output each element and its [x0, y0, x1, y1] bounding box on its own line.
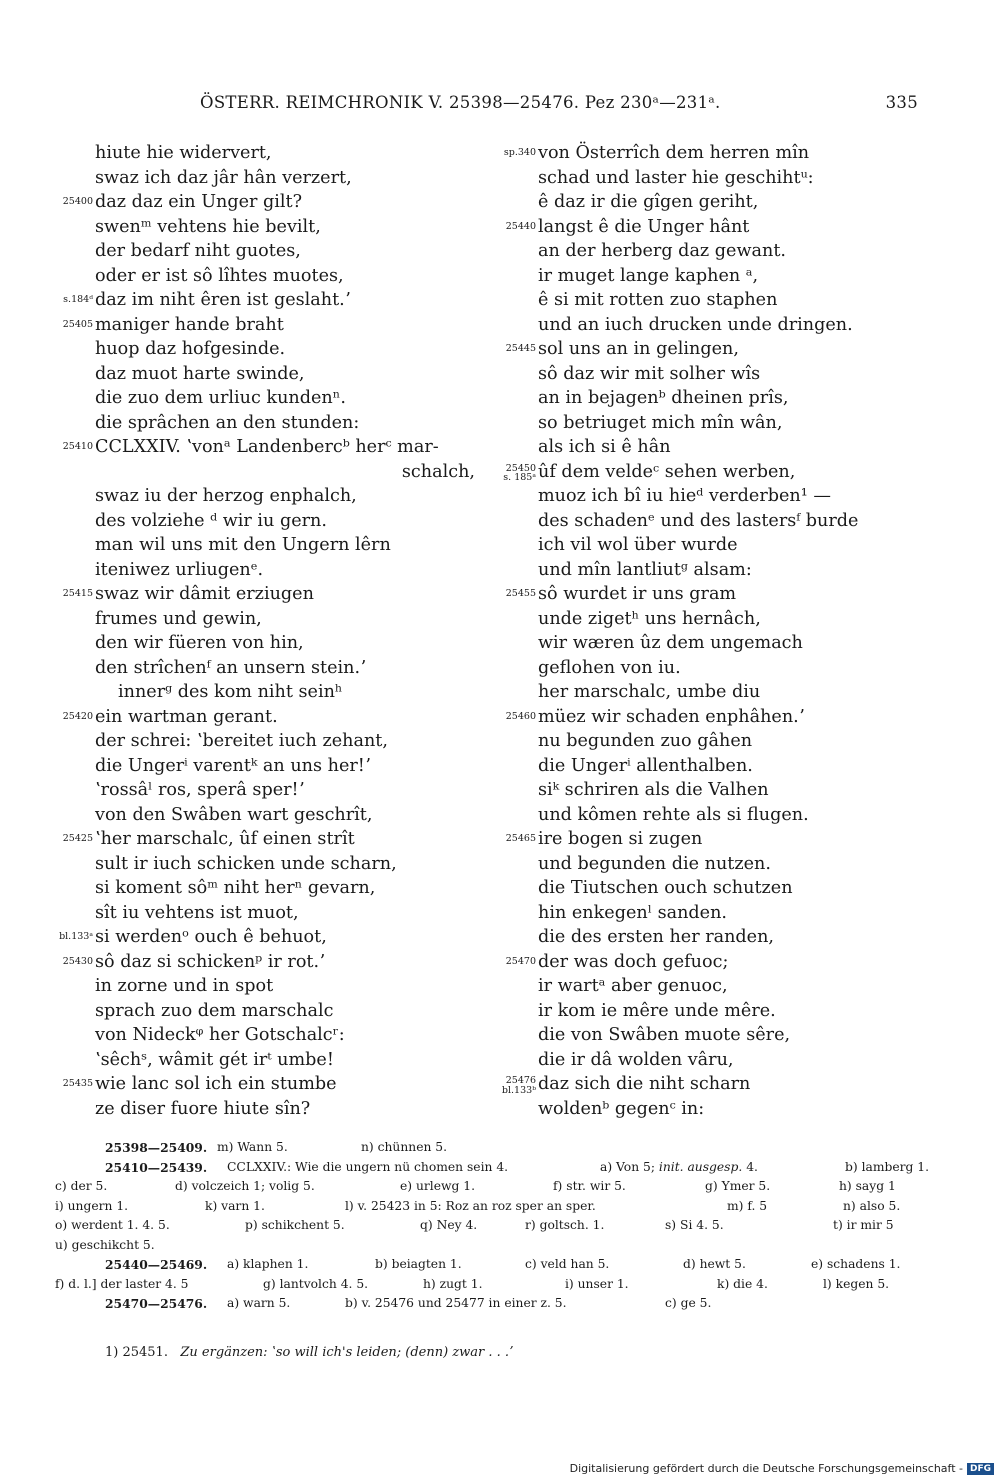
verse-line	[0, 754, 485, 779]
verse-line	[0, 925, 485, 950]
line-number: 25425	[62, 833, 93, 844]
critical-apparatus	[55, 1138, 930, 1314]
apparatus-note: c) ge 5.	[665, 1296, 712, 1310]
verse-text: den strîchenᶠ an unsern stein.ʼ	[95, 657, 366, 678]
verse-column-left	[0, 141, 485, 1121]
verse-text: sô wurdet ir uns gram	[538, 584, 737, 604]
line-number: 25450 s. 185ᵃ	[503, 462, 536, 483]
verse-line	[0, 1023, 485, 1048]
verse-line	[0, 1048, 485, 1073]
apparatus-note: init. ausgesp.	[658, 1159, 743, 1174]
apparatus-line	[55, 1294, 925, 1314]
verse-line	[488, 729, 993, 754]
verse-text: der bedarf niht guotes,	[95, 241, 301, 261]
verse-text: frumes und gewin,	[95, 608, 262, 629]
apparatus-note: p) schikchent 5.	[245, 1218, 345, 1232]
apparatus-note: h) sayg 1	[839, 1179, 896, 1193]
verse-text: sô daz si schickenᵖ ir rot.ʼ	[95, 951, 325, 972]
line-number: 25420	[62, 710, 93, 722]
verse-text: hin enkegenˡ sanden.	[538, 902, 728, 923]
verse-line	[0, 288, 485, 313]
dfg-logo-icon: DFG	[967, 1463, 994, 1475]
verse-line	[488, 607, 993, 632]
verse-text: ê si mit rotten zuo staphen	[538, 290, 778, 310]
verse-line	[0, 460, 485, 485]
verse-text: swaz ich daz jâr hân verzert,	[95, 167, 352, 188]
verse-line	[0, 705, 485, 730]
verse-line	[0, 215, 485, 240]
verse-line	[488, 558, 993, 583]
verse-text: innerᵍ des kom niht seinʰ	[118, 682, 343, 702]
verse-text: unde zigetʰ uns hernâch,	[538, 608, 761, 629]
verse-line	[0, 680, 485, 705]
apparatus-note: m) Wann 5.	[217, 1140, 288, 1154]
apparatus-note: a) warn 5.	[227, 1296, 291, 1310]
verse-line	[0, 778, 485, 803]
verse-text: daz sich die niht scharn	[538, 1074, 751, 1094]
verse-line	[0, 484, 485, 509]
apparatus-note: n) also 5.	[843, 1198, 901, 1213]
verse-line	[0, 533, 485, 558]
line-number: 25455	[505, 588, 536, 599]
verse-text: daz im niht êren ist geslaht.ʼ	[95, 290, 351, 310]
verse-text: nu begunden zuo gâhen	[538, 731, 753, 751]
apparatus-note: n) chünnen 5.	[361, 1140, 448, 1154]
footnote-text: Zu ergänzen: ʽso will ich's leiden; (denn) zwar . . .ʼ	[180, 1345, 514, 1360]
line-number: 25460	[505, 710, 536, 722]
verse-text: man wil uns mit den Ungern lêrn	[95, 535, 391, 555]
verse-line	[488, 264, 993, 289]
apparatus-note: d) hewt 5.	[683, 1257, 746, 1271]
verse-text: in zorne und in spot	[95, 976, 274, 996]
digitization-credit	[570, 1462, 994, 1475]
apparatus-note: q) Ney 4.	[420, 1218, 478, 1232]
verse-text: des schadenᵉ und des lastersᶠ burde	[538, 510, 859, 531]
apparatus-note: t) ir mir 5	[833, 1218, 894, 1232]
verse-text: an der herberg daz gewant.	[538, 241, 787, 261]
verse-text: müez wir schaden enphâhen.ʼ	[538, 706, 805, 727]
verse-line	[0, 558, 485, 583]
verse-line	[488, 778, 993, 803]
line-number: sp.340	[503, 147, 536, 158]
apparatus-note: r) goltsch. 1.	[525, 1218, 605, 1232]
verse-line	[0, 803, 485, 828]
verse-line	[0, 582, 485, 607]
verse-text: ich vil wol über wurde	[538, 535, 738, 555]
running-header	[200, 93, 918, 117]
apparatus-note: 4.	[746, 1159, 758, 1174]
line-number: 25465	[505, 833, 536, 844]
apparatus-note: i) unser 1.	[565, 1276, 629, 1291]
verse-text: als ich si ê hân	[538, 437, 671, 457]
apparatus-note: e) schadens 1.	[811, 1257, 901, 1271]
verse-text: muoz ich bî iu hieᵈ verderben¹ —	[538, 486, 831, 506]
verse-text: die ir dâ wolden vâru,	[538, 1049, 734, 1070]
verse-line	[488, 656, 993, 681]
line-number: 25476 bl.133ᵇ	[501, 1075, 536, 1096]
verse-line	[488, 1023, 993, 1048]
verse-line	[0, 631, 485, 656]
line-number: bl.133ᵃ	[59, 931, 93, 942]
verse-text: swaz iu der herzog enphalch,	[95, 486, 357, 506]
apparatus-note: m) f. 5	[727, 1198, 768, 1213]
apparatus-note: l) v. 25423 in 5: Roz an roz sper an sper.	[345, 1198, 596, 1213]
apparatus-line	[55, 1216, 925, 1236]
apparatus-ref: 25440—25469.	[105, 1257, 208, 1272]
verse-line	[0, 974, 485, 999]
verse-text: sol uns an in gelingen,	[538, 339, 739, 359]
verse-text: daz daz ein Unger gilt?	[95, 192, 303, 212]
verse-line	[0, 386, 485, 411]
verse-line	[488, 362, 993, 387]
verse-line	[0, 950, 485, 975]
verse-text: ire bogen si zugen	[538, 829, 703, 849]
verse-line	[0, 337, 485, 362]
verse-line	[488, 1072, 993, 1097]
verse-text: wir wæren ûz dem ungemach	[538, 633, 803, 653]
verse-line	[488, 509, 993, 534]
verse-text: sît iu vehtens ist muot,	[95, 902, 299, 923]
apparatus-note: g) Ymer 5.	[705, 1179, 771, 1193]
line-number: 25400	[62, 196, 93, 207]
verse-text: swaz wir dâmit erziugen	[95, 584, 314, 604]
verse-line	[488, 460, 993, 485]
verse-text: woldenᵇ gegenᶜ in:	[538, 1098, 705, 1119]
apparatus-note: a) klaphen 1.	[227, 1257, 309, 1271]
verse-line	[488, 288, 993, 313]
verse-text: sprach zuo dem marschalc	[95, 1000, 334, 1021]
verse-line	[0, 313, 485, 338]
apparatus-note: e) urlewg 1.	[400, 1179, 476, 1193]
verse-text: die Ungerⁱ varentᵏ an uns her!ʼ	[95, 755, 371, 776]
verse-line	[488, 1048, 993, 1073]
line-number: 25440	[505, 220, 536, 232]
credit-text: Digitalisierung gefördert durch die Deutsche Forschungsgemeinschaft -	[569, 1462, 963, 1475]
apparatus-note: k) varn 1.	[205, 1198, 265, 1213]
apparatus-note: a) Von 5;	[600, 1159, 655, 1174]
verse-line	[0, 435, 485, 460]
verse-text: daz muot harte swinde,	[95, 363, 305, 384]
line-number: 25405	[62, 318, 93, 330]
verse-text: si werdenᵒ ouch ê behuot,	[95, 927, 327, 947]
verse-line	[488, 411, 993, 436]
verse-line	[0, 729, 485, 754]
apparatus-note: k) die 4.	[717, 1276, 768, 1291]
verse-line	[488, 901, 993, 926]
verse-line	[488, 215, 993, 240]
apparatus-note: o) werdent 1. 4. 5.	[55, 1218, 170, 1232]
verse-line	[488, 239, 993, 264]
footnote	[105, 1345, 513, 1360]
apparatus-line	[55, 1236, 925, 1256]
verse-text: schad und laster hie geschihtᵘ:	[538, 167, 814, 188]
verse-line	[0, 827, 485, 852]
verse-text: und kômen rehte als si flugen.	[538, 804, 809, 825]
line-number: 25445	[505, 343, 536, 354]
apparatus-ref: 25470—25476.	[105, 1296, 208, 1311]
verse-text: an in bejagenᵇ dheinen prîs,	[538, 388, 789, 408]
verse-line	[488, 803, 993, 828]
apparatus-note: f) d. l.] der laster 4. 5	[55, 1276, 189, 1291]
verse-text: sult ir iuch schicken unde scharn,	[95, 853, 397, 874]
verse-text: und mîn lantliutᵍ alsam:	[538, 559, 752, 580]
apparatus-note: f) str. wir 5.	[553, 1179, 626, 1193]
apparatus-note: s) Si 4. 5.	[665, 1218, 724, 1232]
verse-line	[0, 607, 485, 632]
verse-text: iteniwez urliugenᵉ.	[95, 559, 264, 580]
apparatus-note: c) veld han 5.	[525, 1257, 610, 1271]
verse-line	[488, 852, 993, 877]
verse-line	[488, 950, 993, 975]
line-number: 25470	[505, 955, 536, 967]
verse-line	[488, 680, 993, 705]
verse-text: von den Swâben wart geschrît,	[95, 804, 373, 825]
apparatus-note: h) zugt 1.	[423, 1276, 483, 1291]
footnote-number: 1) 25451.	[105, 1345, 168, 1360]
apparatus-note: d) volczeich 1; volig 5.	[175, 1179, 315, 1193]
verse-text: si koment sôᵐ niht herⁿ gevarn,	[95, 878, 376, 898]
verse-line	[488, 313, 993, 338]
verse-text: der schrei: ʽbereitet iuch zehant,	[95, 731, 388, 751]
apparatus-ref: 25398—25409.	[105, 1140, 208, 1155]
verse-line	[0, 876, 485, 901]
verse-text: die sprâchen an den stunden:	[95, 412, 360, 433]
verse-line	[488, 631, 993, 656]
verse-line	[488, 582, 993, 607]
verse-text: ê daz ir die gîgen geriht,	[538, 192, 759, 212]
verse-text: ein wartman gerant.	[95, 706, 278, 727]
verse-text: den wir füeren von hin,	[95, 633, 304, 653]
verse-line	[0, 239, 485, 264]
verse-line	[488, 484, 993, 509]
verse-line	[0, 852, 485, 877]
verse-text: swenᵐ vehtens hie bevilt,	[95, 216, 321, 237]
apparatus-note: g) lantvolch 4. 5.	[263, 1276, 369, 1291]
verse-text: geflohen von iu.	[538, 657, 681, 678]
verse-line	[0, 190, 485, 215]
verse-text: schalch,	[401, 461, 475, 482]
verse-text: und begunden die nutzen.	[538, 853, 771, 874]
verse-line	[488, 533, 993, 558]
verse-text: her marschalc, umbe diu	[538, 682, 761, 702]
verse-text: oder er ist sô lîhtes muotes,	[95, 265, 344, 286]
line-number: s.184ᵈ	[63, 294, 93, 305]
verse-text: ʽrossâˡ ros, sperâ sper!ʼ	[95, 780, 305, 800]
line-number: 25410	[62, 441, 93, 452]
apparatus-note: i) ungern 1.	[55, 1198, 129, 1213]
verse-line	[488, 166, 993, 191]
verse-line	[0, 901, 485, 926]
verse-line	[0, 509, 485, 534]
verse-line	[488, 141, 993, 166]
verse-line	[0, 1072, 485, 1097]
verse-text: ʽsêchˢ, wâmit gét irᵗ umbe!	[95, 1049, 334, 1070]
apparatus-note: u) geschikcht 5.	[55, 1237, 155, 1252]
apparatus-note: l) kegen 5.	[823, 1276, 890, 1291]
verse-text: von Nideckᵠ her Gotschalcʳ:	[95, 1025, 345, 1045]
verse-text: CCLXXIV. ʽvonᵃ Landenbercᵇ herᶜ mar-	[95, 437, 439, 457]
verse-text: so betriuget mich mîn wân,	[538, 412, 783, 433]
verse-text: von Österrîch dem herren mîn	[538, 143, 810, 163]
verse-line	[488, 974, 993, 999]
verse-column-right	[488, 141, 993, 1121]
verse-line	[0, 656, 485, 681]
apparatus-ref: 25410—25439.	[105, 1159, 208, 1175]
verse-text: ir kom ie mêre unde mêre.	[538, 1000, 776, 1021]
verse-text: die von Swâben muote sêre,	[538, 1025, 791, 1045]
verse-line	[0, 411, 485, 436]
verse-text: maniger hande braht	[95, 314, 284, 335]
header-title: ÖSTERR. REIMCHRONIK V. 25398—25476. Pez 230ᵃ—231ᵃ.	[200, 93, 721, 112]
verse-line	[0, 166, 485, 191]
apparatus-note: b) beiagten 1.	[375, 1257, 462, 1271]
apparatus-note: b) lamberg 1.	[845, 1159, 930, 1174]
line-number: 25430	[62, 955, 93, 967]
page-number: 335	[885, 93, 918, 112]
verse-line	[0, 999, 485, 1024]
verse-text: langst ê die Unger hânt	[538, 216, 750, 237]
verse-line	[488, 925, 993, 950]
verse-text: ûf dem veldeᶜ sehen werben,	[538, 461, 796, 482]
apparatus-line	[55, 1138, 925, 1158]
apparatus-line	[55, 1275, 925, 1295]
apparatus-line	[55, 1255, 925, 1275]
apparatus-note: c) der 5.	[55, 1179, 108, 1193]
verse-text: und an iuch drucken unde dringen.	[538, 314, 853, 335]
verse-line	[0, 1097, 485, 1122]
line-number: 25415	[62, 588, 93, 599]
verse-text: die Tiutschen ouch schutzen	[538, 878, 793, 898]
verse-text: sô daz wir mit solher wîs	[538, 363, 761, 384]
verse-text: die Ungerⁱ allenthalben.	[538, 755, 753, 776]
verse-text: des volziehe ᵈ wir iu gern.	[95, 510, 327, 531]
verse-text: die zuo dem urliuc kundenⁿ.	[95, 388, 346, 408]
verse-line	[488, 386, 993, 411]
verse-line	[488, 337, 993, 362]
apparatus-note: b) v. 25476 und 25477 in einer z. 5.	[345, 1296, 567, 1310]
apparatus-note: CCLXXIV.: Wie die ungern nü chomen sein 4.	[227, 1159, 509, 1174]
verse-text: ʽher marschalc, ûf einen strît	[95, 829, 355, 849]
verse-text: die des ersten her randen,	[538, 927, 775, 947]
apparatus-line	[55, 1158, 930, 1178]
apparatus-line	[55, 1177, 925, 1197]
verse-line	[0, 141, 485, 166]
verse-text: siᵏ schriren als die Valhen	[538, 780, 769, 800]
verse-line	[488, 876, 993, 901]
verse-text: huop daz hofgesinde.	[95, 339, 286, 359]
verse-line	[0, 362, 485, 387]
line-number: 25435	[62, 1078, 93, 1089]
apparatus-line	[55, 1197, 925, 1217]
verse-text: ir wartᵃ aber genuoc,	[538, 976, 728, 996]
verse-line	[488, 999, 993, 1024]
verse-line	[488, 190, 993, 215]
verse-line	[488, 827, 993, 852]
verse-line	[488, 1097, 993, 1122]
verse-line	[0, 264, 485, 289]
verse-text: ze diser fuore hiute sîn?	[95, 1098, 311, 1119]
verse-text: wie lanc sol ich ein stumbe	[95, 1074, 337, 1094]
verse-line	[488, 754, 993, 779]
verse-text: der was doch gefuoc;	[538, 951, 729, 972]
verse-text: hiute hie widervert,	[95, 143, 272, 163]
verse-text: ir muget lange kaphen ᵃ,	[538, 265, 759, 286]
verse-line	[488, 705, 993, 730]
verse-line	[488, 435, 993, 460]
